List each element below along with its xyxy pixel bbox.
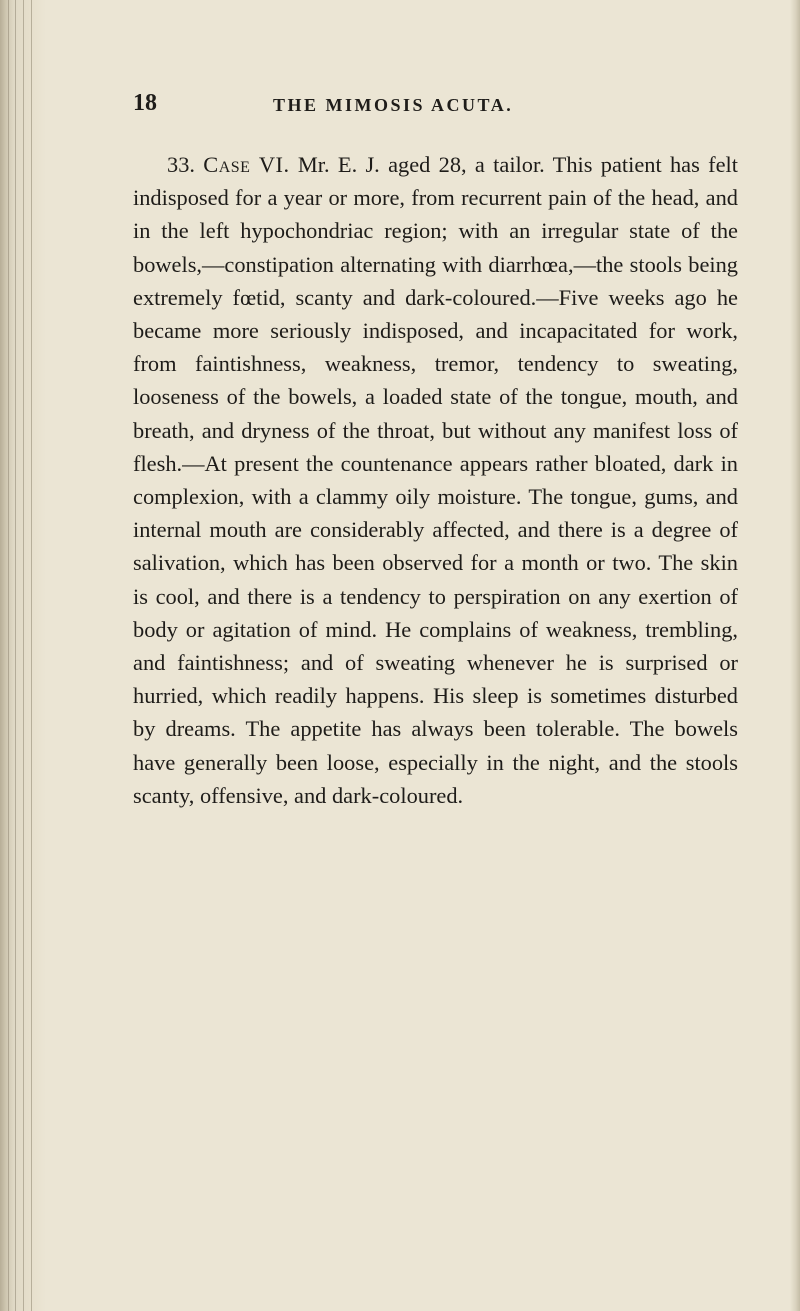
page-right-edge xyxy=(790,0,800,1311)
main-text xyxy=(133,148,738,812)
binding-line xyxy=(23,0,24,1311)
page-binding-edge xyxy=(0,0,46,1311)
case-label: Case VI. xyxy=(203,152,290,177)
binding-line xyxy=(8,0,9,1311)
binding-line xyxy=(15,0,16,1311)
case-body: Mr. E. J. aged 28, a tailor. This patient has felt indisposed for a year or more, from recurrent pain of the head, and in the left hypochondriac region; with an irregular state of the bowels,—constipation alternating with diarrhœa,—the stools being extremely fœtid, scanty and dark-coloured.—Five weeks ago he became more seriously indisposed, and incapacitated for work, from faintishness, weakness, tremor, tendency to sweating, looseness of the bowels, a loaded state of the tongue, mouth, and breath, and dryness of the throat, but without any manifest loss of flesh.—At present the countenance appears rather bloated, dark in complexion, with a clammy oily moisture. The tongue, gums, and internal mouth are considerably affected, and there is a degree of salivation, which has been observed for a month or two. The skin is cool, and there is a tendency to perspiration on any exertion of body or agitation of mind. He complains of weakness, trembling, and faintishness; and of sweating whenever he is surprised or hurried, which readily happens. His sleep is sometimes disturbed by dreams. The appetite has always been tolerable. The bowels have generally been loose, especially in the night, and the stools scanty, offensive, and dark-coloured. xyxy=(133,152,738,808)
case-paragraph xyxy=(133,148,738,812)
binding-line xyxy=(31,0,32,1311)
page-number: 18 xyxy=(133,90,157,116)
section-number: 33. xyxy=(167,152,195,177)
page-header xyxy=(133,90,603,124)
running-title: THE MIMOSIS ACUTA. xyxy=(273,95,514,115)
